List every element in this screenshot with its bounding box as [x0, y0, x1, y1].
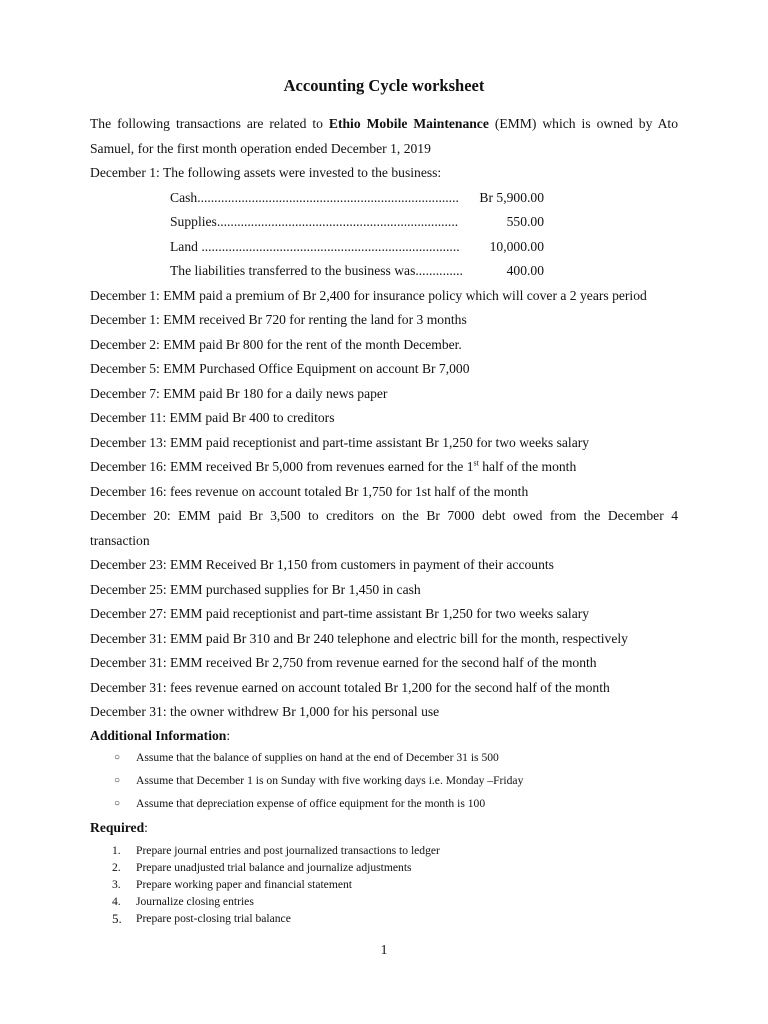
required-list	[90, 842, 678, 927]
intro-paragraph	[90, 112, 678, 161]
asset-row-supplies	[170, 210, 544, 235]
intro-text-1: The following transactions are related to	[90, 116, 329, 131]
heading-text: Additional Information	[90, 727, 227, 743]
list-item	[90, 859, 678, 876]
transaction-line: December 31: the owner withdrew Br 1,000 for his personal use	[90, 704, 440, 719]
list-item	[90, 792, 678, 815]
asset-label: The liabilities transferred to the business was..............	[170, 263, 463, 278]
transaction-line: December 25: EMM purchased supplies for Br 1,450 in cash	[90, 581, 421, 597]
heading-colon: :	[144, 819, 148, 835]
list-item	[90, 769, 678, 792]
transaction-line: December 1: EMM received Br 720 for renting the land for 3 months	[90, 312, 467, 327]
required-heading	[90, 818, 678, 838]
asset-row-cash	[170, 186, 544, 211]
additional-info-heading	[90, 726, 678, 746]
assets-intro: December 1: The following assets were invested to the business:	[90, 165, 442, 180]
transaction-line: December 31: EMM paid Br 310 and Br 240 telephone and electric bill for the month, respectively	[90, 630, 628, 646]
transaction-line: December 13: EMM paid receptionist and part-time assistant Br 1,250 for two weeks salary	[90, 434, 590, 450]
list-item-text: Prepare unadjusted trial balance and journalize adjustments	[136, 860, 412, 874]
transaction-line: December 11: EMM paid Br 400 to creditors	[90, 410, 335, 425]
transaction-line: December 27: EMM paid receptionist and part-time assistant Br 1,250 for two weeks salary	[90, 606, 590, 621]
list-number: 3.	[112, 877, 121, 891]
asset-label: Supplies.......................................................................	[170, 214, 459, 229]
list-item	[90, 876, 678, 893]
page-number: 1	[380, 942, 388, 957]
transaction-line: December 7: EMM paid Br 180 for a daily news paper	[90, 385, 388, 401]
heading-colon: :	[226, 727, 231, 743]
transaction-line: December 23: EMM Received Br 1,150 from customers in payment of their accounts	[90, 557, 554, 572]
asset-value: Br 5,900.00	[479, 189, 544, 205]
transaction-text: half of the month	[478, 459, 577, 474]
transaction-line-dec20: December 20: EMM paid Br 3,500 to creditors on the Br 7000 debt owed from the December 4	[90, 508, 678, 523]
list-number: 1.	[112, 843, 121, 857]
list-item-text: Assume that depreciation expense of office equipment for the month is 100	[136, 796, 486, 810]
additional-info-list	[90, 746, 678, 815]
list-item-text: Prepare post-closing trial balance	[136, 911, 291, 925]
transaction-line: December 5: EMM Purchased Office Equipment on account Br 7,000	[90, 361, 470, 376]
ordinal-suffix: st	[473, 458, 479, 468]
transaction-line: December 31: EMM received Br 2,750 from revenue earned for the second half of the month	[90, 655, 597, 670]
hollow-circle-bullet-icon: ○	[114, 797, 121, 809]
intro-text-2: (EMM) which is owned by Ato Samuel, for the first month operation ended December 1, 2019	[90, 116, 679, 156]
page-title: Accounting Cycle worksheet	[283, 76, 485, 95]
transaction-line: December 31: fees revenue earned on account totaled Br 1,200 for the second half of the month	[90, 679, 610, 695]
hollow-circle-bullet-icon: ○	[114, 751, 121, 763]
list-item-text: Prepare journal entries and post journalized transactions to ledger	[136, 843, 440, 857]
heading-text: Required	[90, 819, 145, 835]
asset-value: 10,000.00	[489, 238, 544, 254]
asset-label: Land ............................................................................	[170, 238, 460, 254]
asset-row-liabilities	[170, 259, 544, 284]
list-number: 4.	[112, 894, 121, 908]
asset-value: 550.00	[506, 214, 544, 229]
company-name: Ethio Mobile Maintenance	[328, 116, 489, 131]
asset-label: Cash.............................................................................	[170, 189, 459, 205]
list-item	[90, 746, 678, 769]
asset-row-land	[170, 235, 544, 260]
transaction-line: December 1: EMM paid a premium of Br 2,400 for insurance policy which will cover a 2 years period	[90, 287, 647, 303]
list-item	[90, 910, 678, 927]
transaction-line-continuation: transaction	[90, 532, 150, 548]
hollow-circle-bullet-icon: ○	[114, 774, 121, 786]
list-item-text: Prepare working paper and financial statement	[136, 877, 353, 891]
list-item	[90, 893, 678, 910]
list-item-text: Assume that the balance of supplies on hand at the end of December 31 is 500	[136, 750, 499, 764]
list-number: 2.	[112, 860, 121, 874]
transaction-text: December 16: EMM received Br 5,000 from revenues earned for the 1	[90, 459, 474, 474]
list-number: 5.	[112, 910, 122, 926]
transaction-line: December 2: EMM paid Br 800 for the rent of the month December.	[90, 336, 462, 352]
asset-value: 400.00	[506, 263, 544, 278]
transaction-line: December 16: fees revenue on account totaled Br 1,750 for 1st half of the month	[90, 483, 529, 499]
document-body	[90, 112, 678, 927]
transaction-line-dec16a	[90, 455, 678, 480]
list-item-text: Journalize closing entries	[136, 894, 254, 908]
list-item	[90, 842, 678, 859]
list-item-text: Assume that December 1 is on Sunday with five working days i.e. Monday –Friday	[136, 773, 524, 787]
